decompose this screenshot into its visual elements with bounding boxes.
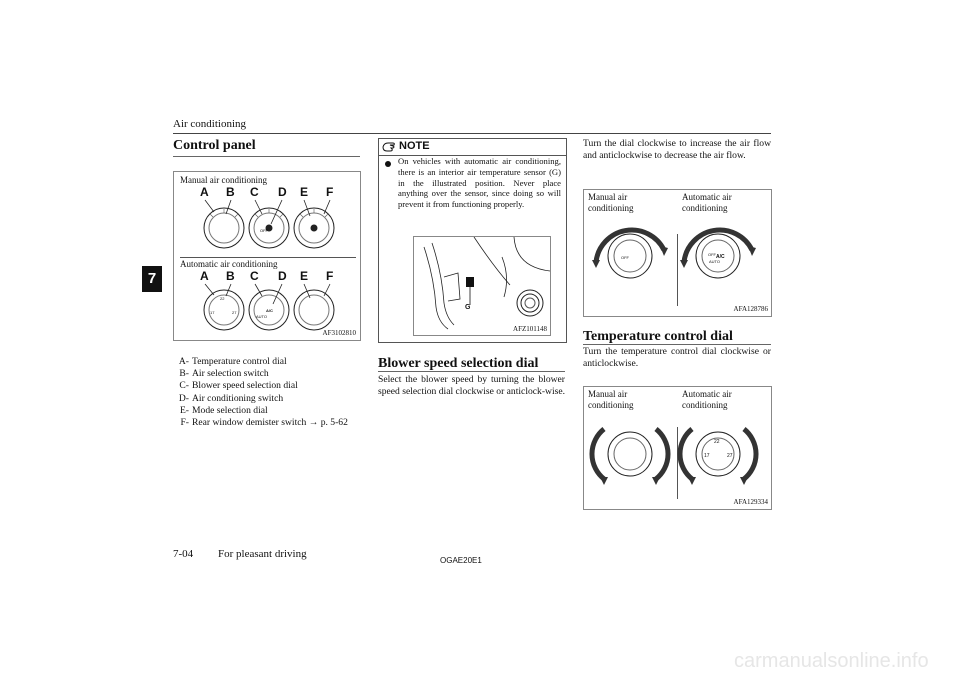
- letter-e-manual: E: [300, 185, 309, 199]
- heading-rule: [378, 371, 565, 372]
- heading-rule: [173, 156, 360, 157]
- document-code: OGAE20E1: [440, 556, 482, 565]
- watermark: carmanualsonline.info: [734, 650, 929, 672]
- legend-item: D- Air conditioning switch: [178, 392, 284, 404]
- fig2-temp-27: 27: [727, 453, 733, 459]
- note-title: NOTE: [399, 140, 430, 152]
- sensor-label-g: G: [465, 304, 471, 311]
- manual-dials: [204, 208, 334, 248]
- chapter-tab: [142, 266, 162, 292]
- temperature-dials-illustration: [584, 387, 771, 509]
- auto-ac-label: Automatic air conditioning: [180, 259, 278, 269]
- letter-c-manual: C: [250, 185, 259, 199]
- letter-d-manual: D: [278, 185, 287, 199]
- fig2-manual-label: Manual air conditioning: [588, 389, 634, 410]
- legend-list: [173, 356, 373, 429]
- fig1-auto-off: OFF: [708, 252, 716, 257]
- manual-ac-label: Manual air conditioning: [180, 175, 267, 185]
- chapter-tab-number: 7: [147, 270, 157, 287]
- blower-dials-illustration: [584, 190, 771, 316]
- footer-chapter: For pleasant driving: [218, 548, 307, 560]
- fig2-code: AFA129334: [733, 498, 768, 506]
- blower-speed-text: Select the blower speed by turning the blower speed selection dial clockwise or anticlock-wise.: [378, 374, 566, 397]
- fig1-code: AFA128786: [733, 305, 768, 313]
- temperature-text: Turn the temperature control dial clockwise or anticlockwise.: [583, 346, 771, 369]
- note-text: On vehicles with automatic air conditioning, there is an interior air temperature sensor (G) in the illustrated position. Never place anything over the sensor, since doing so will prevent it from functioning properly.: [398, 156, 561, 210]
- page-number: 7-04: [173, 548, 194, 560]
- heading-blower-speed: Blower speed selection dial: [378, 356, 539, 371]
- letter-e-auto: E: [300, 269, 309, 283]
- manual-off-label: OFF: [260, 228, 268, 233]
- letter-b-auto: B: [226, 269, 235, 283]
- auto-auto-label-dial: AUTO: [256, 314, 268, 319]
- letter-f-auto: F: [326, 269, 334, 283]
- fig2-temp-22: 22: [714, 439, 720, 445]
- hand-icon: [382, 141, 396, 153]
- note-header: [379, 139, 566, 156]
- note-box: [378, 138, 567, 343]
- heading-temperature-dial: Temperature control dial: [583, 329, 733, 344]
- sensor-illustration: [414, 237, 550, 335]
- legend-item: A- Temperature control dial: [178, 356, 287, 367]
- figure-blower-dials: [583, 189, 772, 317]
- figure-code: AF3102810: [322, 329, 356, 337]
- legend-item: E- Mode selection dial: [179, 404, 268, 416]
- letter-a-auto: A: [200, 269, 209, 283]
- legend-item: F- Rear window demister switch → p. 5-62: [180, 417, 348, 429]
- sensor-figure-code: AFZ101148: [513, 325, 547, 333]
- intro-text: Turn the dial clockwise to increase the air flow and anticlockwise to decrease the air flow.: [583, 138, 771, 161]
- note-bullet-icon: [385, 161, 391, 167]
- fig2-temp-17: 17: [704, 453, 710, 459]
- letter-f-manual: F: [326, 185, 334, 199]
- fig1-auto-ac: A/C: [716, 254, 725, 260]
- header-rule: [173, 133, 771, 134]
- figure-temperature-dials: [583, 386, 772, 510]
- fig1-auto-auto: AUTO: [709, 259, 721, 264]
- control-panel-illustration: [174, 172, 360, 340]
- figure-control-panel: [173, 171, 361, 341]
- letter-d-auto: D: [278, 269, 287, 283]
- letter-a-manual: A: [200, 185, 209, 199]
- running-header: Air conditioning: [173, 118, 247, 130]
- auto-temp-27: 27: [232, 310, 237, 315]
- fig1-auto-label: Automatic air conditioning: [682, 192, 732, 213]
- letter-c-auto: C: [250, 269, 259, 283]
- auto-ac-label-dial: A/C: [266, 308, 273, 313]
- heading-control-panel: Control panel: [173, 138, 256, 153]
- fig1-manual-off: OFF: [621, 255, 629, 260]
- auto-temp-17: 17: [210, 310, 215, 315]
- fig1-manual-label: Manual air conditioning: [588, 192, 634, 213]
- sensor-figure: [413, 236, 551, 336]
- legend-item: C- Blower speed selection dial: [179, 380, 298, 392]
- fig2-auto-label: Automatic air conditioning: [682, 389, 732, 410]
- auto-temp-22: 22: [220, 296, 225, 301]
- heading-rule: [583, 344, 771, 345]
- legend-item: B- Air selection switch: [179, 368, 269, 380]
- letter-b-manual: B: [226, 185, 235, 199]
